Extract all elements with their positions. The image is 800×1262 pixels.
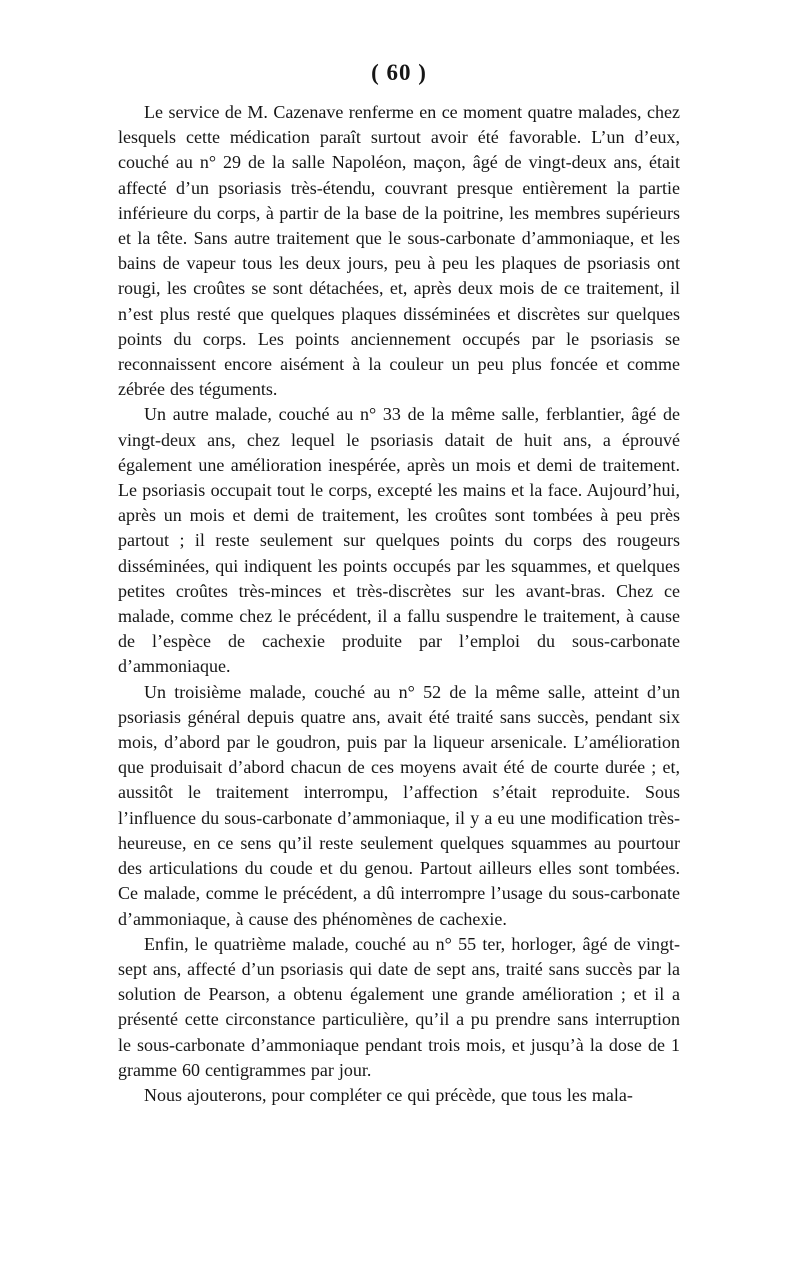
book-page <box>118 58 680 1108</box>
paragraph-1: Le service de M. Cazenave renferme en ce moment quatre malades, chez lesquels cette médication paraît surtout avoir été favorable. L’un d’eux, couché au n° 29 de la salle Napoléon, maçon, âgé de vingt-deux ans, était affecté d’un psoriasis très-étendu, couvrant presque entièrement la partie inférieure du corps, à partir de la base de la poitrine, les membres supérieurs et la tête. Sans autre traitement que le sous-carbonate d’ammoniaque, et les bains de vapeur tous les deux jours, peu à peu les plaques de psoriasis ont rougi, les croûtes se sont détachées, et, après deux mois de ce traitement, il n’est plus resté que quelques plaques disséminées et discrètes sur quelques points du corps. Les points anciennement occupés par le psoriasis se reconnaissent encore aisément à la couleur un peu plus foncée et comme zébrée des téguments. <box>118 102 680 400</box>
paragraph-4: Enfin, le quatrième malade, couché au n° 55 ter, horloger, âgé de vingt-sept ans, affecté d’un psoriasis qui date de sept ans, traité sans succès par la solution de Pearson, a obtenu également une grande amélioration ; et il a présenté cette circonstance particulière, qu’il a pu prendre sans interruption le sous-carbonate d’ammoniaque pendant trois mois, et jusqu’à la dose de 1 gramme 60 centigrammes par jour. <box>118 933 680 1080</box>
paragraph-5: Nous ajouterons, pour compléter ce qui précède, que tous les mala- <box>144 1084 633 1105</box>
page-number: ( 60 ) <box>371 60 427 85</box>
paragraph-2: Un autre malade, couché au n° 33 de la même salle, ferblantier, âgé de vingt-deux ans, chez lequel le psoriasis datait de huit ans, a éprouvé également une amélioration inespérée, après un mois et demi de traitement. Le psoriasis occupait tout le corps, excepté les mains et la face. Aujourd’hui, après un mois et demi de traitement, les croûtes sont tombées à peu près partout ; il reste seulement sur quelques points du corps des rougeurs disséminées, qui indiquent les points occupés par les squammes, et quelques petites croûtes très-minces et très-discrètes sur les avant-bras. Chez ce malade, comme chez le précédent, il a fallu suspendre le traitement, à cause de l’espèce de cachexie produite par l’emploi du sous-carbonate d’ammoniaque. <box>118 404 680 677</box>
paragraph-3: Un troisième malade, couché au n° 52 de la même salle, atteint d’un psoriasis général depuis quatre ans, avait été traité sans succès, pendant six mois, d’abord par le goudron, puis par la liqueur arsenicale. L’amélioration que produisait d’abord chacun de ces moyens avait été de courte durée ; et, aussitôt le traitement interrompu, l’affection s’était reproduite. Sous l’influence du sous-carbonate d’ammoniaque, il y a eu une modification très-heureuse, en ce sens qu’il reste seulement quelques squammes au pourtour des articulations du coude et du genou. Partout ailleurs elles sont tombées. Ce malade, comme le précédent, a dû interrompre l’usage du sous-carbonate d’ammoniaque, à cause des phénomènes de cachexie. <box>118 681 680 929</box>
